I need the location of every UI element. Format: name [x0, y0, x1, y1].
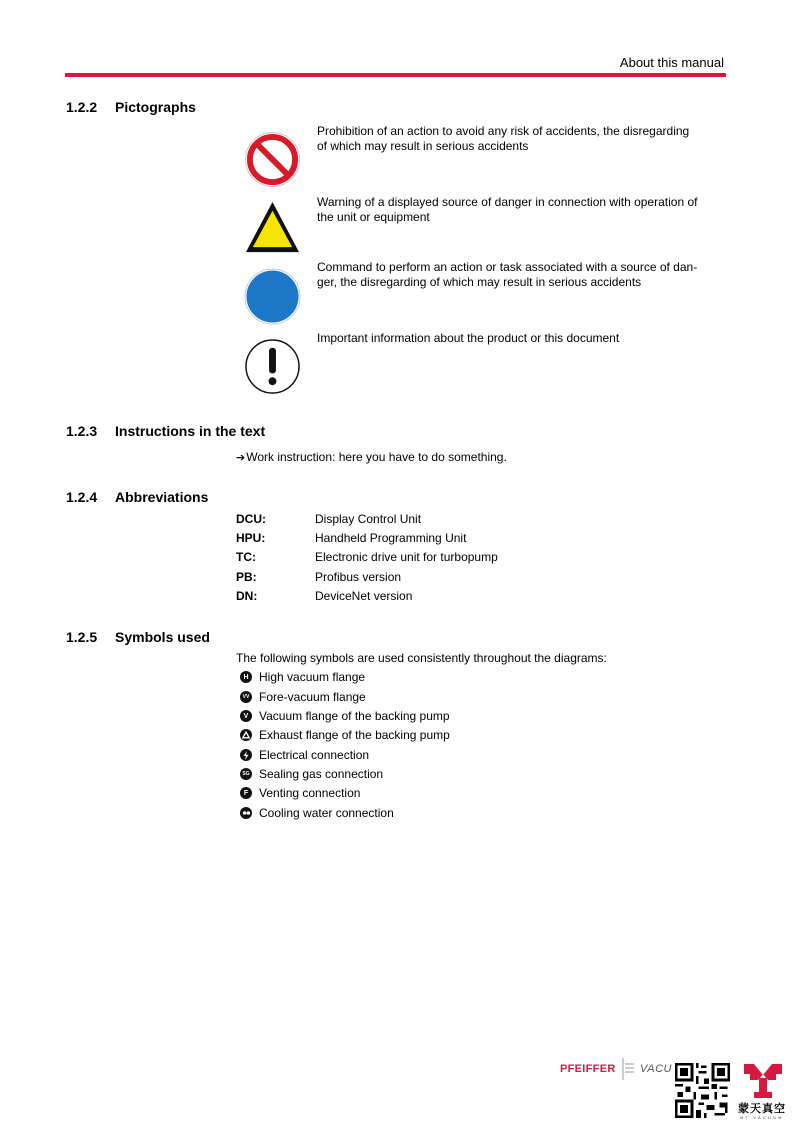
header-rule: [65, 73, 726, 77]
symbol-item: [240, 670, 365, 684]
abbreviation-definition: DeviceNet version: [315, 589, 413, 603]
section-number: 1.2.4: [66, 489, 98, 505]
work-instruction: [236, 450, 507, 464]
description-line: Warning of a displayed source of danger in connection with operation of: [317, 195, 698, 209]
section-title: Symbols used: [115, 629, 210, 645]
backing-pump-vacuum-flange-icon: V: [240, 710, 252, 722]
description-line: ger, the disregarding of which may result in serious accidents: [317, 275, 642, 289]
abbreviation-term: DN:: [236, 589, 258, 603]
abbreviation-term: PB:: [236, 570, 257, 584]
vacuum-logo-text: VACU: [640, 1063, 672, 1075]
abbreviation-term: HPU:: [236, 531, 266, 545]
qr-code-icon: [675, 1063, 730, 1118]
description-line: Important information about the product or this document: [317, 331, 620, 345]
high-vacuum-flange-icon: H: [240, 671, 252, 683]
electrical-connection-icon: [240, 749, 252, 761]
instruction-text: Work instruction: here you have to do something.: [246, 450, 507, 464]
symbol-label: Electrical connection: [259, 748, 370, 762]
pictograph-description: [317, 260, 727, 290]
section-title: Abbreviations: [115, 489, 209, 505]
sealing-gas-connection-icon: SG: [240, 768, 252, 780]
description-line: Command to perform an action or task associated with a source of dan-: [317, 260, 698, 274]
header-title: About this manual: [619, 55, 724, 70]
symbol-item: [240, 709, 450, 723]
symbol-label: Vacuum flange of the backing pump: [259, 709, 450, 723]
logo-separator-icon: [621, 1058, 635, 1080]
arrow-right-icon: ➔: [236, 451, 246, 464]
cooling-water-connection-icon: [240, 807, 252, 819]
abbreviation-definition: Profibus version: [315, 570, 402, 584]
abbreviation-term: TC:: [236, 550, 256, 564]
symbol-item: [240, 806, 394, 820]
symbol-label: Venting connection: [259, 786, 361, 800]
mt-vacuum-logo-icon: [744, 1064, 782, 1098]
symbol-label: Cooling water connection: [259, 806, 394, 820]
abbreviation-term: DCU:: [236, 512, 266, 526]
symbol-item: [240, 728, 450, 742]
symbol-item: [240, 748, 369, 762]
symbol-label: Fore-vacuum flange: [259, 690, 366, 704]
command-icon: [244, 268, 301, 325]
abbreviation-definition: Electronic drive unit for turbopump: [315, 550, 498, 564]
symbols-intro: The following symbols are used consistently throughout the diagrams:: [236, 651, 607, 665]
symbol-item: [240, 767, 383, 781]
description-line: the unit or equipment: [317, 210, 430, 224]
partner-logo-subtext: MT VACUUM: [740, 1115, 784, 1120]
exhaust-flange-icon: [240, 729, 252, 741]
pictograph-description: [317, 195, 727, 225]
partner-logo-text: 蒙天真空: [738, 1103, 786, 1115]
pictograph-description: [317, 331, 727, 346]
section-title: Pictographs: [115, 99, 196, 115]
pictograph-description: [317, 124, 727, 154]
section-number: 1.2.5: [66, 629, 98, 645]
symbol-item: [240, 786, 360, 800]
important-info-icon: [244, 338, 301, 395]
fore-vacuum-flange-icon: VV: [240, 691, 252, 703]
section-title: Instructions in the text: [115, 423, 266, 439]
symbol-item: [240, 690, 366, 704]
abbreviation-definition: Handheld Programming Unit: [315, 531, 467, 545]
prohibition-icon: [244, 131, 301, 188]
description-line: Prohibition of an action to avoid any risk of accidents, the disregarding: [317, 124, 690, 138]
abbreviation-definition: Display Control Unit: [315, 512, 422, 526]
symbol-label: Exhaust flange of the backing pump: [259, 728, 450, 742]
section-number: 1.2.2: [66, 99, 98, 115]
description-line: of which may result in serious accidents: [317, 139, 529, 153]
venting-connection-icon: F: [240, 787, 252, 799]
pfeiffer-logo: PFEIFFER: [560, 1063, 616, 1075]
symbol-label: High vacuum flange: [259, 670, 366, 684]
warning-triangle-icon: [244, 199, 301, 256]
symbol-label: Sealing gas connection: [259, 767, 384, 781]
section-number: 1.2.3: [66, 423, 98, 439]
